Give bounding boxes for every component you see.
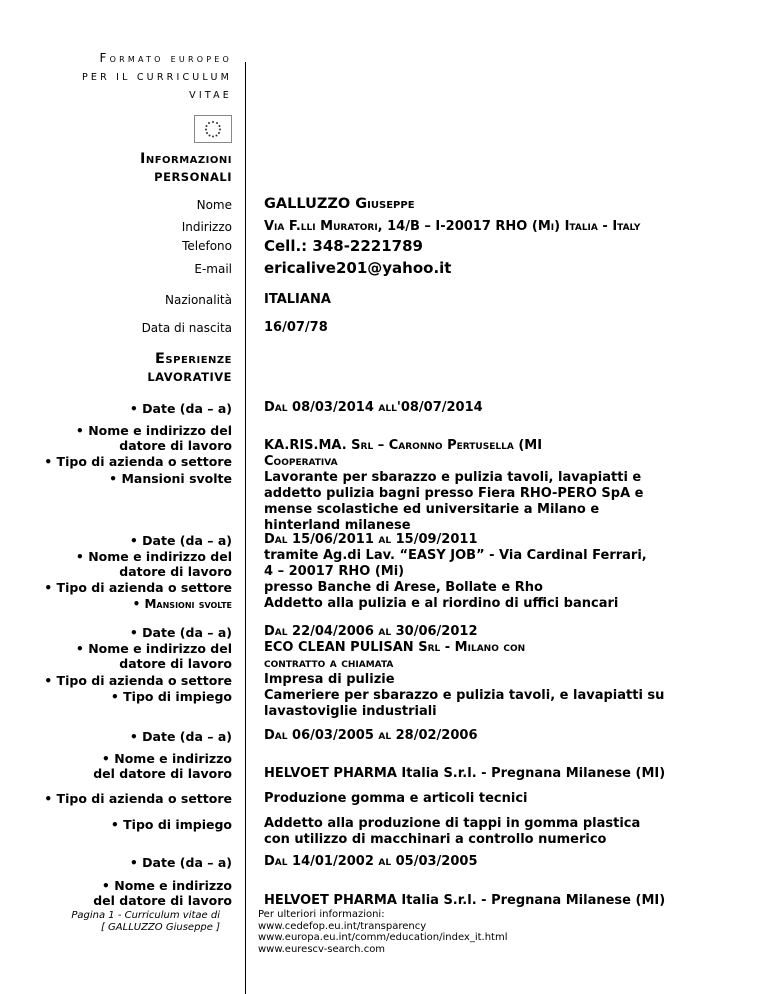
birth-label: Data di nascita [141,321,232,335]
job4-job-value: Addetto alla produzione di tappi in gomma plastica con utilizzo di macchinari a controllo numerico [264,816,641,847]
cv-title-line1: Formato europeo [99,51,232,65]
job3-date-label: • Date (da – a) [129,625,232,640]
job4-employer-value: HELVOET PHARMA Italia S.r.l. - Pregnana Milanese (MI) [264,766,666,781]
job3-type-value: Impresa di pulizie [264,672,395,687]
job4-employer-label: • Nome e indirizzo del datore di lavoro [93,751,232,781]
job1-duties-value: Lavorante per sbarazzo e pulizia tavoli, lavapiatti e addetto pulizia bagni presso Fiera RHO-PERO SpA e mense scolastiche ed universitarie a Milano e hinterland milanese [264,470,644,533]
phone-value: Cell.: 348-2221789 [264,237,423,255]
job2-duties-label: • Mansioni svolte [132,597,232,611]
email-label: E-mail [194,262,232,276]
job2-type-value: presso Banche di Arese, Bollate e Rho [264,580,543,595]
nationality-label: Nazionalità [165,293,232,307]
job1-date-label: • Date (da – a) [129,401,232,416]
section-experience-title: Esperienze LAVORATIVE [147,351,232,384]
job4-date-label: • Date (da – a) [129,729,232,744]
job2-duties-value: Addetto alla pulizia e al riordino di uffici bancari [264,596,619,611]
job1-date-value: Dal 08/03/2014 all'08/07/2014 [264,400,483,415]
job4-type-value: Produzione gomma e articoli tecnici [264,791,528,806]
name-value: GALLUZZO Giuseppe [264,196,415,212]
job5-date-value: Dal 14/01/2002 al 05/03/2005 [264,854,478,869]
link-eurescv[interactable]: www.eurescv-search.com [258,943,386,955]
job1-duties-label: • Mansioni svolte [109,471,232,486]
job2-employer-value: tramite Ag.di Lav. “EASY JOB” - Via Cardinal Ferrari, 4 – 20017 RHO (Mi) [264,548,647,579]
job5-date-label: • Date (da – a) [129,855,232,870]
job1-employer-label: • Nome e indirizzo del datore di lavoro [75,423,232,453]
column-divider [245,62,246,994]
section-personal-title: Informazioni PERSONALI [139,151,232,184]
job2-employer-label: • Nome e indirizzo del datore di lavoro [75,549,232,579]
job4-type-label: • Tipo di azienda o settore [44,791,232,806]
job3-job-label: • Tipo di impiego [110,689,232,704]
job2-type-label: • Tipo di azienda o settore [44,580,232,595]
job5-employer-value: HELVOET PHARMA Italia S.r.l. - Pregnana Milanese (MI) [264,893,666,908]
job5-employer-label: • Nome e indirizzo del datore di lavoro [93,878,232,908]
address-label: Indirizzo [181,220,232,234]
address-value: Via F.lli Muratori, 14/B – I-20017 RHO (Mi) Italia - Italy [264,219,641,234]
birth-value: 16/07/78 [264,320,328,335]
nationality-value: ITALIANA [264,292,331,307]
job2-date-value: Dal 15/06/2011 al 15/09/2011 [264,532,478,547]
job4-date-value: Dal 06/03/2005 al 28/02/2006 [264,728,478,743]
job3-employer-value: ECO CLEAN PULISAN Srl - Milano con contratto a chiamata [264,640,526,671]
job1-type-label: • Tipo di azienda o settore [44,454,232,469]
email-value: ericalive201@yahoo.it [264,259,452,277]
name-label: Nome [196,198,232,212]
footer-page-info: Pagina 1 - Curriculum vitae di [ GALLUZZO Giuseppe ] [71,910,220,933]
footer-links: Per ulteriori informazioni: www.cedefop.eu.int/transparency www.europa.eu.int/comm/education/index_it.html www.eurescv-search.com [258,909,508,955]
job1-type-value: Cooperativa [264,454,338,469]
eu-flag-icon [194,115,232,143]
link-cedefop[interactable]: www.cedefop.eu.int/transparency [258,920,427,932]
job1-employer-value: KA.RIS.MA. Srl – Caronno Pertusella (MI [264,438,543,453]
link-europa[interactable]: www.europa.eu.int/comm/education/index_it.html [258,932,508,943]
cv-title-line2: PER IL CURRICULUM [81,72,232,83]
job4-job-label: • Tipo di impiego [110,817,232,832]
job3-employer-label: • Nome e indirizzo del datore di lavoro [75,641,232,671]
job3-type-label: • Tipo di azienda o settore [44,673,232,688]
job3-date-value: Dal 22/04/2006 al 30/06/2012 [264,624,478,639]
phone-label: Telefono [182,239,232,253]
cv-title-line3: VITAE [189,90,232,101]
job3-job-value: Cameriere per sbarazzo e pulizia tavoli, e lavapiatti su lavastoviglie industriali [264,688,665,719]
job2-date-label: • Date (da – a) [129,533,232,548]
